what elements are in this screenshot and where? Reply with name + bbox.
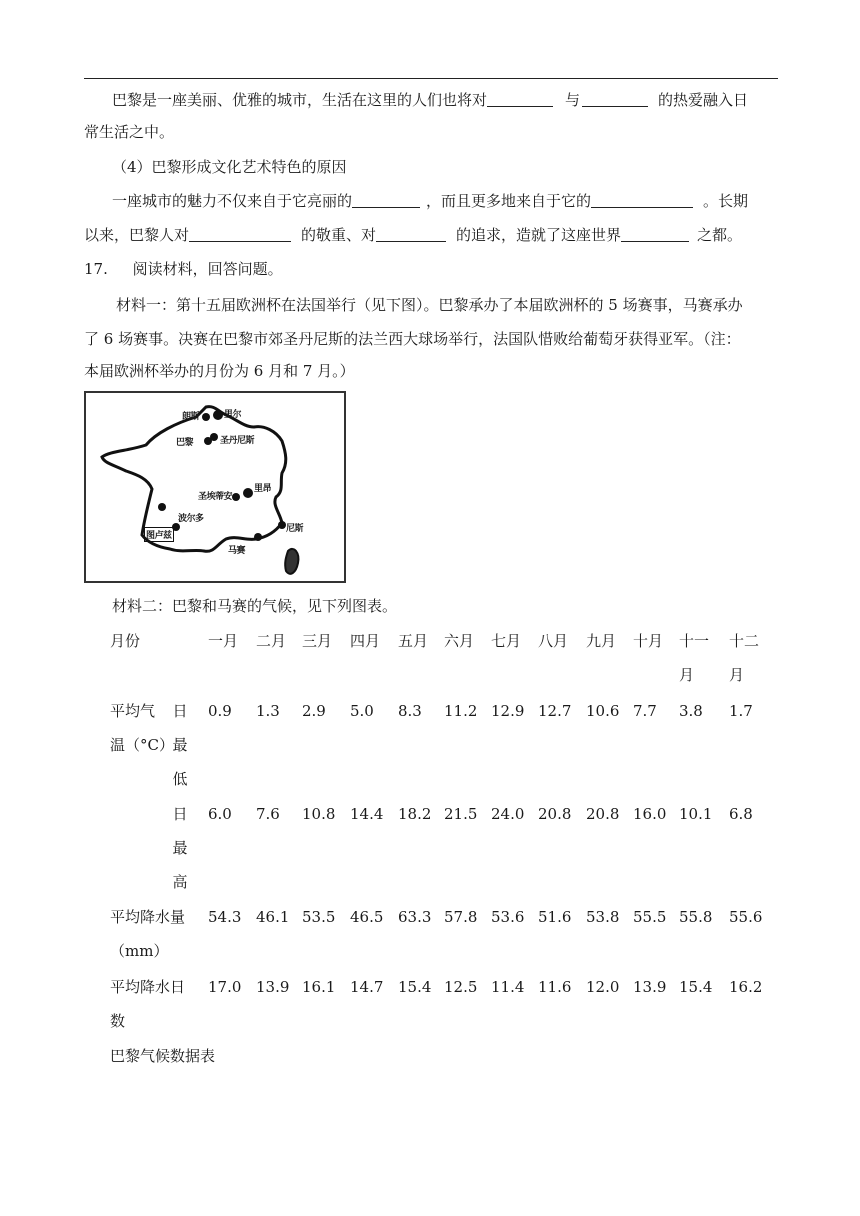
answer-blank[interactable] bbox=[376, 225, 446, 242]
table-caption bbox=[110, 1046, 810, 1066]
precip-days-value: 11.6 bbox=[538, 978, 572, 996]
answer-blank[interactable] bbox=[621, 225, 689, 242]
precip-value: 54.3 bbox=[208, 908, 242, 926]
material-1-line bbox=[84, 329, 784, 349]
city-dot-lyon bbox=[243, 488, 253, 498]
daily-max-value: 20.8 bbox=[538, 805, 572, 823]
daily-min-value: 10.6 bbox=[586, 702, 620, 720]
month-header: 九月 bbox=[586, 632, 617, 650]
temp-unit-label: 温（°C） bbox=[110, 736, 174, 754]
answer-blank[interactable] bbox=[582, 90, 648, 107]
question-prompt: 阅读材料，回答问题。 bbox=[132, 260, 283, 278]
daily-max-value: 14.4 bbox=[350, 805, 384, 823]
text: 材料一：第十五届欧洲杯在法国举行（见下图）。巴黎承办了本届欧洲杯的 5 场赛事，马赛承办 bbox=[116, 296, 743, 314]
daily-max-value: 10.1 bbox=[679, 805, 713, 823]
month-header: 十一月 bbox=[679, 632, 710, 684]
city-label-bordeaux: 波尔多 bbox=[178, 514, 204, 524]
daily-max-value: 16.0 bbox=[633, 805, 667, 823]
paragraph-line bbox=[84, 225, 784, 245]
daily-min-value: 1.3 bbox=[256, 702, 280, 720]
daily-max-value: 18.2 bbox=[398, 805, 432, 823]
answer-blank[interactable] bbox=[487, 90, 553, 107]
text: 材料二：巴黎和马赛的气候，见下列图表。 bbox=[112, 597, 398, 615]
month-header-label: 月份 bbox=[110, 632, 141, 650]
text: 本届欧洲杯举办的月份为 6 月和 7 月。） bbox=[84, 362, 355, 380]
question-number: 17. bbox=[84, 260, 108, 278]
daily-max-value: 6.0 bbox=[208, 805, 232, 823]
precip-days-value: 12.5 bbox=[444, 978, 478, 996]
precip-value: 46.5 bbox=[350, 908, 384, 926]
precip-days-value: 15.4 bbox=[398, 978, 432, 996]
section-heading bbox=[112, 157, 812, 177]
daily-min-value: 3.8 bbox=[679, 702, 703, 720]
daily-max-value: 6.8 bbox=[729, 805, 753, 823]
daily-min-value: 2.9 bbox=[302, 702, 326, 720]
city-label-lille: 里尔 bbox=[224, 410, 242, 420]
temp-label: 平均气 bbox=[110, 702, 156, 720]
precip-days-label-2: 数 bbox=[110, 1012, 126, 1030]
text: 巴黎气候数据表 bbox=[110, 1047, 216, 1065]
text: 了 6 场赛事。决赛在巴黎市郊圣丹尼斯的法兰西大球场举行，法国队惜败给葡萄牙获得亚军。（注： bbox=[84, 330, 741, 348]
daily-min-value: 8.3 bbox=[398, 702, 422, 720]
min-label-char: 最 bbox=[172, 736, 188, 754]
paragraph-line bbox=[112, 90, 812, 110]
text: 与 bbox=[565, 91, 581, 109]
precip-days-value: 14.7 bbox=[350, 978, 384, 996]
header-rule bbox=[84, 78, 778, 79]
month-header: 十二月 bbox=[729, 632, 760, 684]
precip-value: 55.6 bbox=[729, 908, 763, 926]
daily-min-value: 11.2 bbox=[444, 702, 478, 720]
precip-value: 55.5 bbox=[633, 908, 667, 926]
material-1-line bbox=[84, 361, 784, 381]
france-map bbox=[84, 391, 346, 583]
month-header: 五月 bbox=[398, 632, 429, 650]
material-1-line bbox=[116, 295, 816, 315]
month-header: 二月 bbox=[256, 632, 287, 650]
paragraph-line bbox=[84, 122, 784, 142]
text: 一座城市的魅力不仅来自于它亮丽的 bbox=[112, 192, 353, 210]
france-outline bbox=[102, 407, 286, 552]
min-label-char: 日 bbox=[172, 702, 188, 720]
text: 的热爱融入日 bbox=[658, 91, 749, 109]
city-label-saint-denis: 圣丹尼斯 bbox=[220, 436, 255, 446]
precip-days-value: 13.9 bbox=[256, 978, 290, 996]
precip-days-value: 11.4 bbox=[491, 978, 525, 996]
paragraph-line bbox=[112, 191, 812, 211]
precip-value: 46.1 bbox=[256, 908, 290, 926]
text: 。长期 bbox=[703, 192, 749, 210]
france-outline-svg bbox=[86, 393, 344, 581]
precip-days-label: 平均降水日 bbox=[110, 978, 186, 996]
text: 的追求，造就了这座世界 bbox=[456, 226, 622, 244]
daily-max-value: 24.0 bbox=[491, 805, 525, 823]
daily-min-value: 0.9 bbox=[208, 702, 232, 720]
max-label-char: 高 bbox=[172, 873, 188, 891]
city-dot-lille bbox=[213, 410, 223, 420]
city-dot-lens bbox=[202, 413, 210, 421]
daily-min-value: 5.0 bbox=[350, 702, 374, 720]
daily-min-value: 12.7 bbox=[538, 702, 572, 720]
precip-label: 平均降水量 bbox=[110, 908, 186, 926]
material-2-line bbox=[112, 596, 812, 616]
question-17 bbox=[84, 259, 784, 279]
text: 之都。 bbox=[697, 226, 743, 244]
precip-days-value: 12.0 bbox=[586, 978, 620, 996]
precip-days-value: 15.4 bbox=[679, 978, 713, 996]
daily-max-value: 20.8 bbox=[586, 805, 620, 823]
precip-value: 63.3 bbox=[398, 908, 432, 926]
city-dot-nice bbox=[278, 521, 286, 529]
daily-max-value: 10.8 bbox=[302, 805, 336, 823]
city-label-saint-etienne: 圣埃蒂安 bbox=[198, 492, 233, 502]
month-header: 三月 bbox=[302, 632, 333, 650]
daily-max-value: 7.6 bbox=[256, 805, 280, 823]
precip-days-value: 17.0 bbox=[208, 978, 242, 996]
city-label-paris: 巴黎 bbox=[176, 438, 194, 448]
city-label-nice: 尼斯 bbox=[286, 524, 304, 534]
daily-min-value: 12.9 bbox=[491, 702, 525, 720]
precip-days-value: 13.9 bbox=[633, 978, 667, 996]
max-label-char: 日 bbox=[172, 805, 188, 823]
precip-days-value: 16.1 bbox=[302, 978, 336, 996]
city-dot-bordeaux bbox=[158, 503, 166, 511]
answer-blank[interactable] bbox=[189, 225, 291, 242]
city-dot-marseille bbox=[254, 533, 262, 541]
city-label-toulouse: 图卢兹 bbox=[144, 527, 174, 542]
month-header: 六月 bbox=[444, 632, 475, 650]
precip-value: 57.8 bbox=[444, 908, 478, 926]
text: 的敬重、对 bbox=[301, 226, 377, 244]
city-label-lens: 朗斯 bbox=[182, 412, 200, 422]
corsica bbox=[285, 549, 298, 574]
month-header: 十月 bbox=[633, 632, 664, 650]
text: 常生活之中。 bbox=[84, 123, 175, 141]
precip-value: 51.6 bbox=[538, 908, 572, 926]
city-dot-saint-etienne bbox=[232, 493, 240, 501]
daily-min-value: 7.7 bbox=[633, 702, 657, 720]
city-label-marseille: 马赛 bbox=[228, 546, 246, 556]
text: （4）巴黎形成文化艺术特色的原因 bbox=[112, 158, 347, 176]
precip-days-value: 16.2 bbox=[729, 978, 763, 996]
answer-blank[interactable] bbox=[591, 191, 693, 208]
precip-value: 53.8 bbox=[586, 908, 620, 926]
max-label-char: 最 bbox=[172, 839, 188, 857]
daily-max-value: 21.5 bbox=[444, 805, 478, 823]
precip-value: 55.8 bbox=[679, 908, 713, 926]
city-dot-saint-denis bbox=[210, 433, 218, 441]
precip-unit-label: （mm） bbox=[110, 942, 169, 960]
text: 以来，巴黎人对 bbox=[84, 226, 190, 244]
city-label-lyon: 里昂 bbox=[254, 484, 272, 494]
min-label-char: 低 bbox=[172, 770, 188, 788]
precip-value: 53.5 bbox=[302, 908, 336, 926]
text: 巴黎是一座美丽、优雅的城市，生活在这里的人们也将对 bbox=[112, 91, 488, 109]
month-header: 四月 bbox=[350, 632, 381, 650]
daily-min-value: 1.7 bbox=[729, 702, 753, 720]
precip-value: 53.6 bbox=[491, 908, 525, 926]
answer-blank[interactable] bbox=[352, 191, 420, 208]
month-header: 八月 bbox=[538, 632, 569, 650]
month-header: 七月 bbox=[491, 632, 522, 650]
text: ，而且更多地来自于它的 bbox=[426, 192, 592, 210]
month-header: 一月 bbox=[208, 632, 239, 650]
